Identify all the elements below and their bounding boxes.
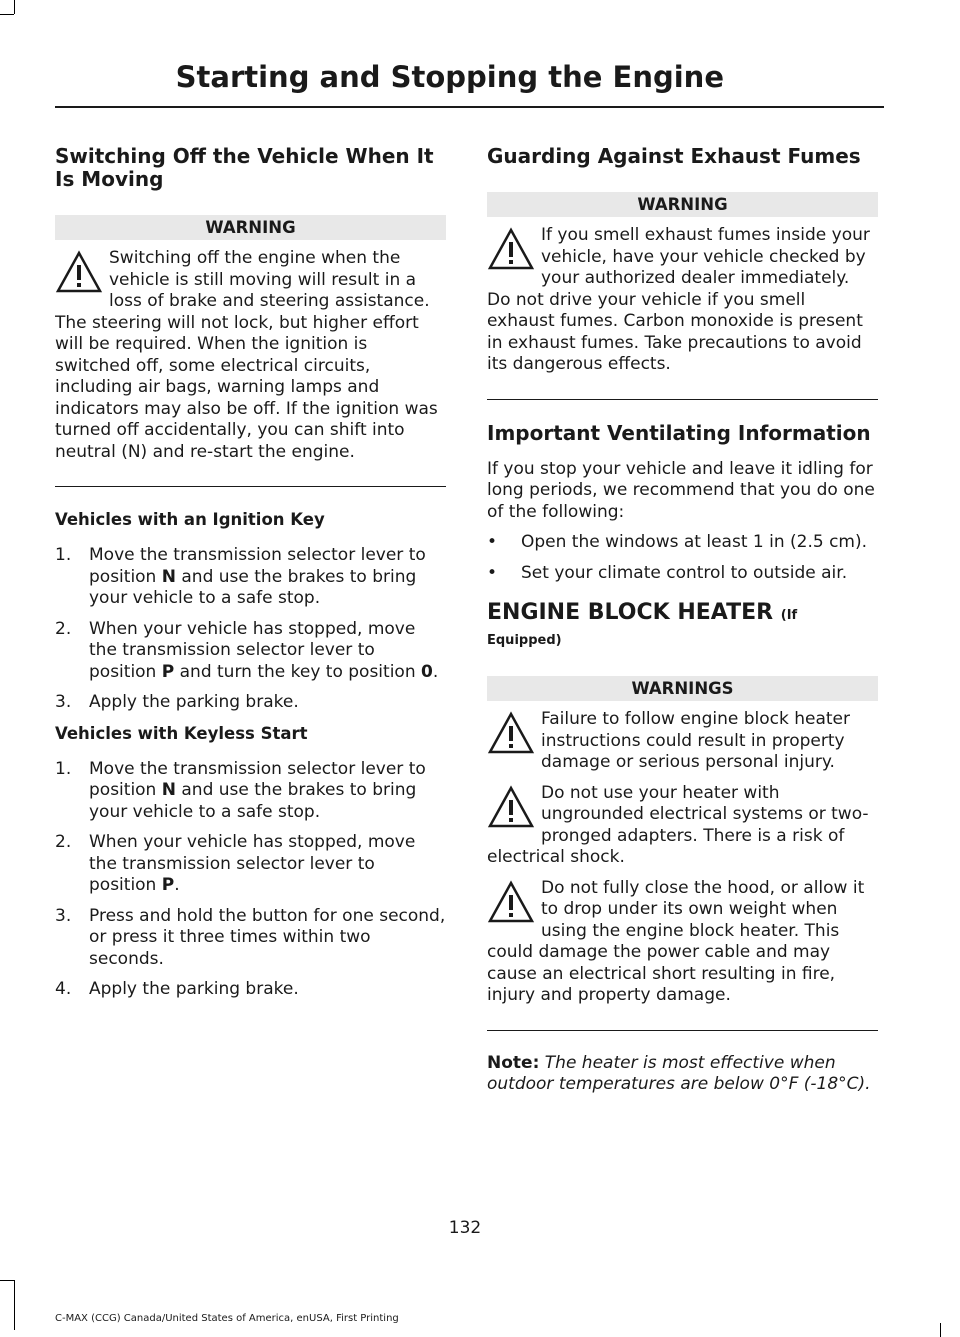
heading-engine-block-heater: ENGINE BLOCK HEATER (If: [487, 600, 798, 625]
warning-text: Do not use your heater with ungrounded electrical systems or two-pronged adapters. There is a risk of electrical shock.: [487, 782, 869, 867]
left-column: [55, 145, 446, 1010]
warning-triangle-icon: [487, 785, 535, 829]
bullet: •: [487, 532, 498, 552]
note-label: Note:: [487, 1052, 540, 1073]
warning-text: If you smell exhaust fumes inside your vehicle, have your vehicle checked by your authorized dealer immediately. Do not drive your vehicle if you smell exhaust fumes. Carbon monoxide is present in exhaust fumes. Take precautions to avoid its dangerous effects.: [487, 225, 870, 374]
crop-mark: [14, 1280, 15, 1330]
page-header-title: Starting and Stopping the Engine: [175, 60, 724, 94]
warning-item: [487, 225, 878, 376]
warning-text: Switching off the engine when the vehicle is still moving will result in a loss of brake and steering assistance. The steering will not lock, but higher effort will be required. When the ignition is switched off, some electrical circuits, including air bags, warning lamps and indicators may also be off. If the ignition was turned off accidentally, you can shift into neutral (N) and re-start the engine.: [55, 248, 438, 462]
page-number: 132: [448, 1218, 482, 1238]
heading-equipped: Equipped): [487, 633, 562, 648]
ventilating-intro: If you stop your vehicle and leave it idling for long periods, we recommend that you do one of the following:: [487, 458, 875, 522]
list-item: 3. Press and hold the button for one second, or press it three times within two seconds.: [55, 905, 446, 969]
heading-ignition-key: Vehicles with an Ignition Key: [55, 510, 325, 529]
ignition-steps: [55, 545, 446, 714]
crop-mark: [0, 1280, 14, 1281]
warning-text: Do not fully close the hood, or allow it to drop under its own weight when using the engine block heater. This could damage the power cable and may cause an electrical short resulting in fire, injury and property damage.: [487, 877, 865, 1005]
crop-mark: [940, 1323, 941, 1337]
warning-item: [487, 783, 878, 869]
crop-mark: [14, 0, 15, 14]
crop-mark: [0, 14, 14, 15]
list-item: 1. Move the transmission selector lever to position N and use the brakes to bring your vehicle to a safe stop.: [55, 758, 426, 822]
list-item: 1. Move the transmission selector lever to position N and use the brakes to bring your vehicle to a safe stop.: [55, 545, 426, 608]
note-text: The heater is most effective when outdoor temperatures are below 0°F (-18°C).: [487, 1052, 871, 1094]
list-item: 2. When your vehicle has stopped, move the transmission selector lever to position P.: [55, 832, 416, 895]
heading-exhaust-fumes: Guarding Against Exhaust Fumes: [487, 144, 861, 168]
warning-triangle-icon: [487, 711, 535, 755]
list-item: • Open the windows at least 1 in (2.5 cm).: [487, 532, 868, 552]
ventilating-bullets: [487, 532, 878, 584]
warning-box: [55, 215, 446, 487]
warning-item: [487, 878, 878, 1007]
bullet: •: [487, 562, 498, 583]
warning-label: WARNING: [487, 192, 878, 217]
heading-ventilating: Important Ventilating Information: [487, 420, 871, 445]
note: [487, 1053, 878, 1096]
warnings-box: [487, 676, 878, 1031]
list-item: 3. Apply the parking brake.: [55, 692, 299, 712]
warning-triangle-icon: [55, 250, 103, 294]
list-item: • Set your climate control to outside air.: [487, 562, 848, 583]
warnings-label: WARNINGS: [487, 676, 878, 701]
list-item: 4. Apply the parking brake.: [55, 979, 299, 999]
header-rule: [55, 106, 884, 108]
warning-triangle-icon: [487, 880, 535, 924]
footer-doc-line: C-MAX (CCG) Canada/United States of America, enUSA, First Printing: [55, 1313, 399, 1324]
warning-text: Failure to follow engine block heater instructions could result in property damage or serious personal injury.: [541, 709, 851, 772]
heading-switching-off: Switching Off the Vehicle When It Is Moving: [55, 144, 434, 191]
warning-triangle-icon: [487, 227, 535, 271]
warning-item: [55, 248, 446, 463]
keyless-steps: [55, 759, 446, 1001]
warning-label: WARNING: [55, 215, 446, 240]
heading-keyless-start: Vehicles with Keyless Start: [55, 723, 308, 743]
warning-box: [487, 192, 878, 400]
warning-item: [487, 709, 878, 774]
right-column: [487, 145, 878, 1105]
list-item: 2. When your vehicle has stopped, move the transmission selector lever to position P and turn the key to position 0.: [55, 618, 439, 682]
